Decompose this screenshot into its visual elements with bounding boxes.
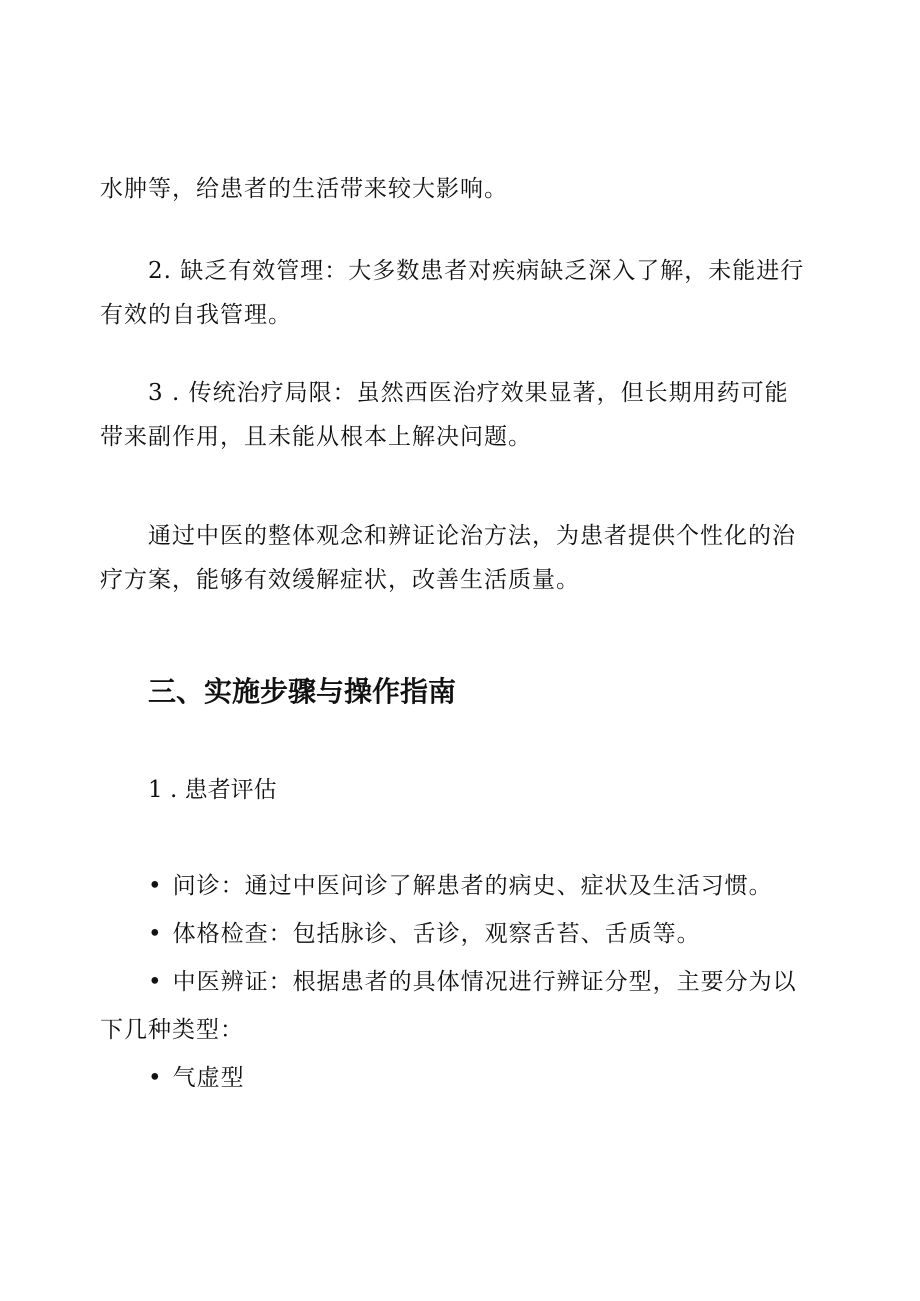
bullet-item <box>100 910 812 958</box>
paragraph-item-2: 2. 缺乏有效管理：大多数患者对疾病缺乏深入了解，未能进行有效的自我管理。 <box>100 258 805 328</box>
paragraph-continuation: 水肿等，给患者的生活带来较大影响。 <box>100 176 508 202</box>
bullet-text: 气虚型 <box>172 1065 245 1091</box>
bullet-text: 中医辨证：根据患者的具体情况进行辨证分型，主要分为以下几种类型： <box>100 969 797 1043</box>
subsection-heading: 1 . 患者评估 <box>148 777 277 803</box>
bullet-marker: • <box>148 921 163 947</box>
paragraph-summary: 通过中医的整体观念和辨证论治方法，为患者提供个性化的治疗方案，能够有效缓解症状，改善生活质量。 <box>100 523 796 593</box>
bullet-text: 体格检查：包括脉诊、舌诊，观察舌苔、舌质等。 <box>172 921 701 947</box>
bullet-item <box>100 1054 812 1102</box>
bullet-item <box>100 862 812 910</box>
bullet-marker: • <box>148 969 163 995</box>
bullet-item <box>100 958 812 1054</box>
section-heading: 三、实施步骤与操作指南 <box>148 675 457 708</box>
bullet-marker: • <box>148 1065 163 1091</box>
bullet-marker: • <box>148 873 163 899</box>
paragraph-item-3: 3 . 传统治疗局限：虽然西医治疗效果显著，但长期用药可能带来副作用，且未能从根本上解决问题。 <box>100 380 789 450</box>
bullet-text: 问诊：通过中医问诊了解患者的病史、症状及生活习惯。 <box>172 873 773 899</box>
